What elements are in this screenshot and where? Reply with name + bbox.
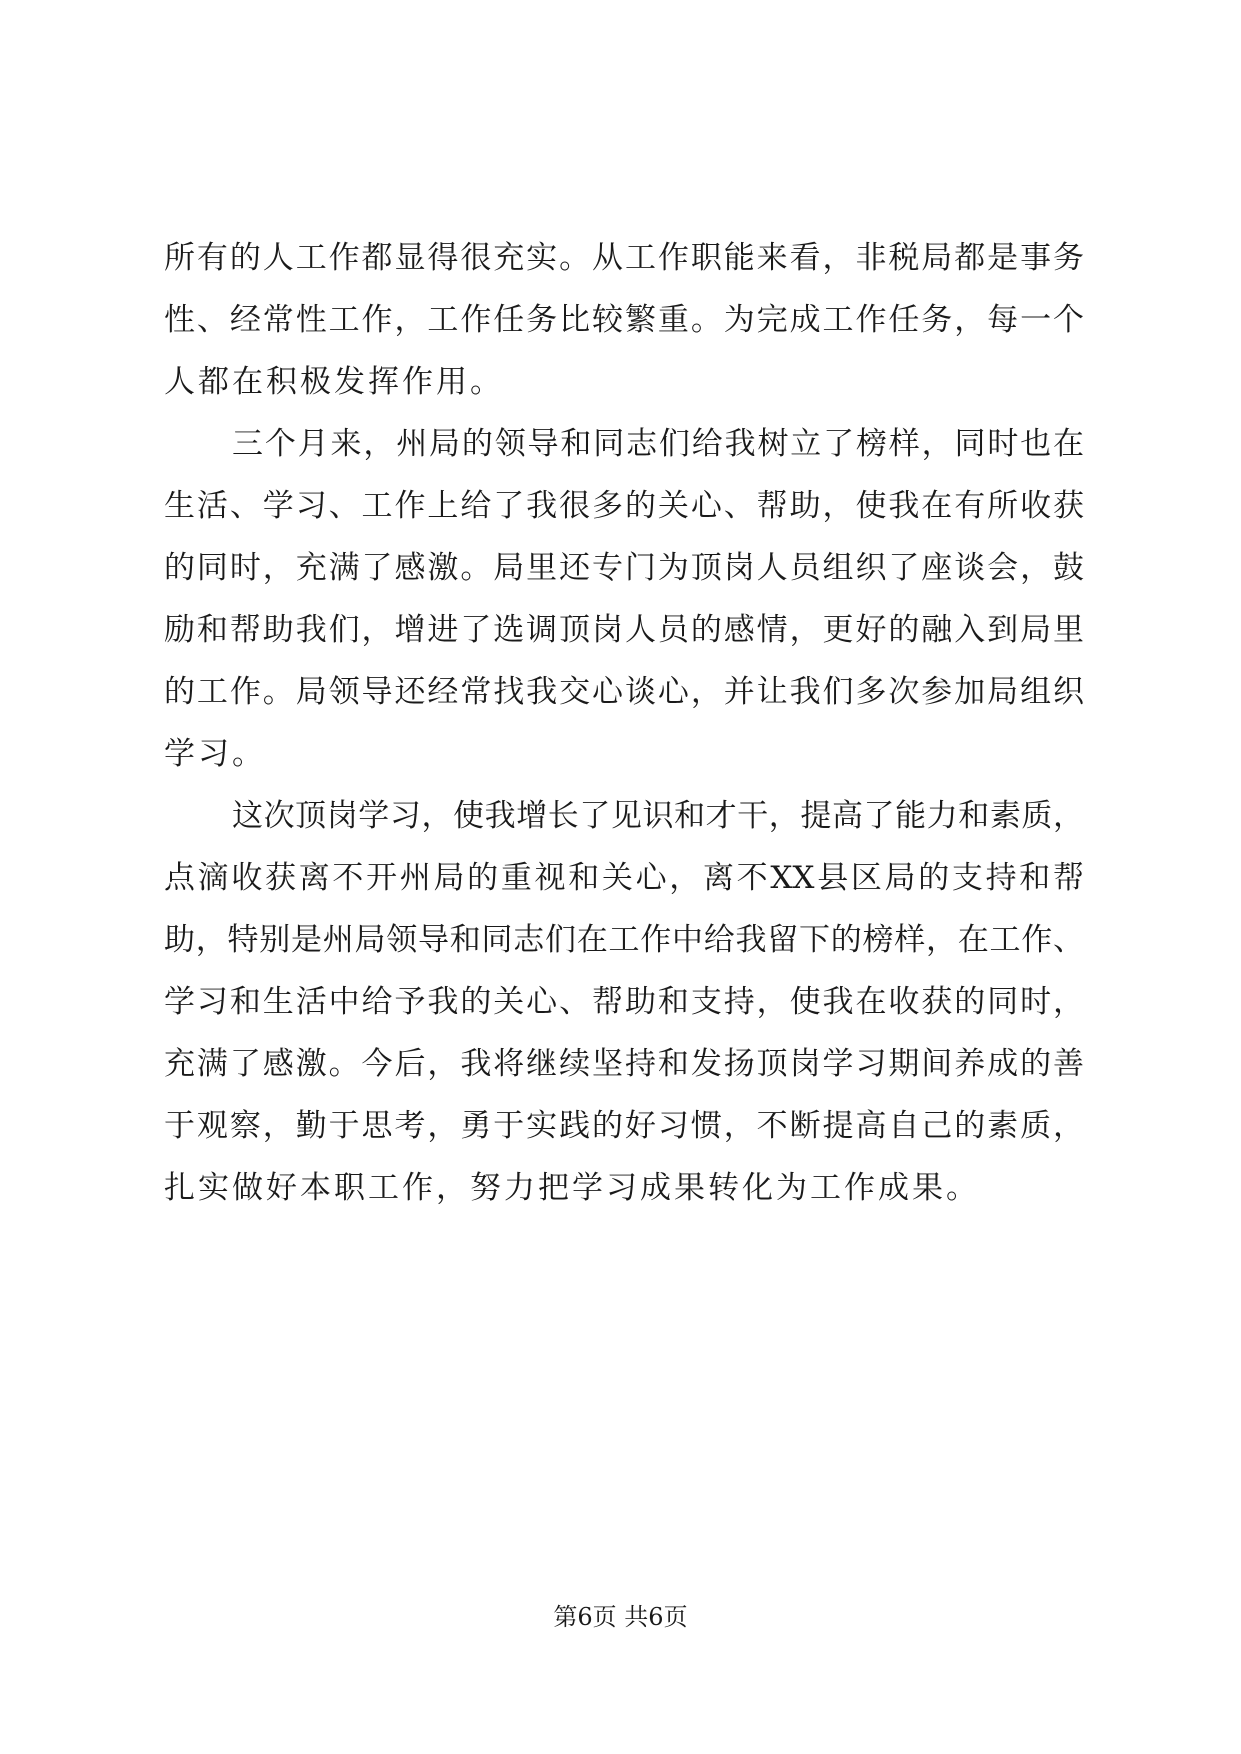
- text-line: 助，特别是州局领导和同志们在工作中给我留下的榜样，在工作、: [164, 922, 1084, 958]
- text-line: 点滴收获离不开州局的重视和关心，离不XX县区局的支持和帮: [164, 860, 1084, 896]
- text-line: 学习和生活中给予我的关心、帮助和支持，使我在收获的同时，: [164, 984, 1084, 1020]
- paragraph-3: [164, 785, 1084, 1219]
- text-line: 这次顶岗学习，使我增长了见识和才干，提高了能力和素质，: [232, 798, 1084, 834]
- text-line: 于观察，勤于思考，勇于实践的好习惯，不断提高自己的素质，: [164, 1108, 1084, 1144]
- document-body: [164, 227, 1084, 1219]
- text-line: 生活、学习、工作上给了我很多的关心、帮助，使我在有所收获: [164, 488, 1084, 524]
- text-line: 扎实做好本职工作，努力把学习成果转化为工作成果。: [164, 1170, 980, 1206]
- paragraph-2: [164, 413, 1084, 785]
- text-line: 充满了感激。今后，我将继续坚持和发扬顶岗学习期间养成的善: [164, 1046, 1084, 1082]
- text-line: 的同时，充满了感激。局里还专门为顶岗人员组织了座谈会，鼓: [164, 550, 1084, 586]
- page-number-footer: 第6页 共6页: [553, 1603, 688, 1631]
- text-line: 的工作。局领导还经常找我交心谈心，并让我们多次参加局组织: [164, 674, 1084, 710]
- text-line: 性、经常性工作，工作任务比较繁重。为完成工作任务，每一个: [164, 302, 1084, 338]
- text-line: 学习。: [164, 736, 266, 772]
- text-line: 励和帮助我们，增进了选调顶岗人员的感情，更好的融入到局里: [164, 612, 1084, 648]
- text-line: 人都在积极发挥作用。: [164, 364, 504, 400]
- text-line: 三个月来，州局的领导和同志们给我树立了榜样，同时也在: [232, 426, 1084, 462]
- text-line: 所有的人工作都显得很充实。从工作职能来看，非税局都是事务: [164, 240, 1084, 276]
- paragraph-1: [164, 227, 1084, 413]
